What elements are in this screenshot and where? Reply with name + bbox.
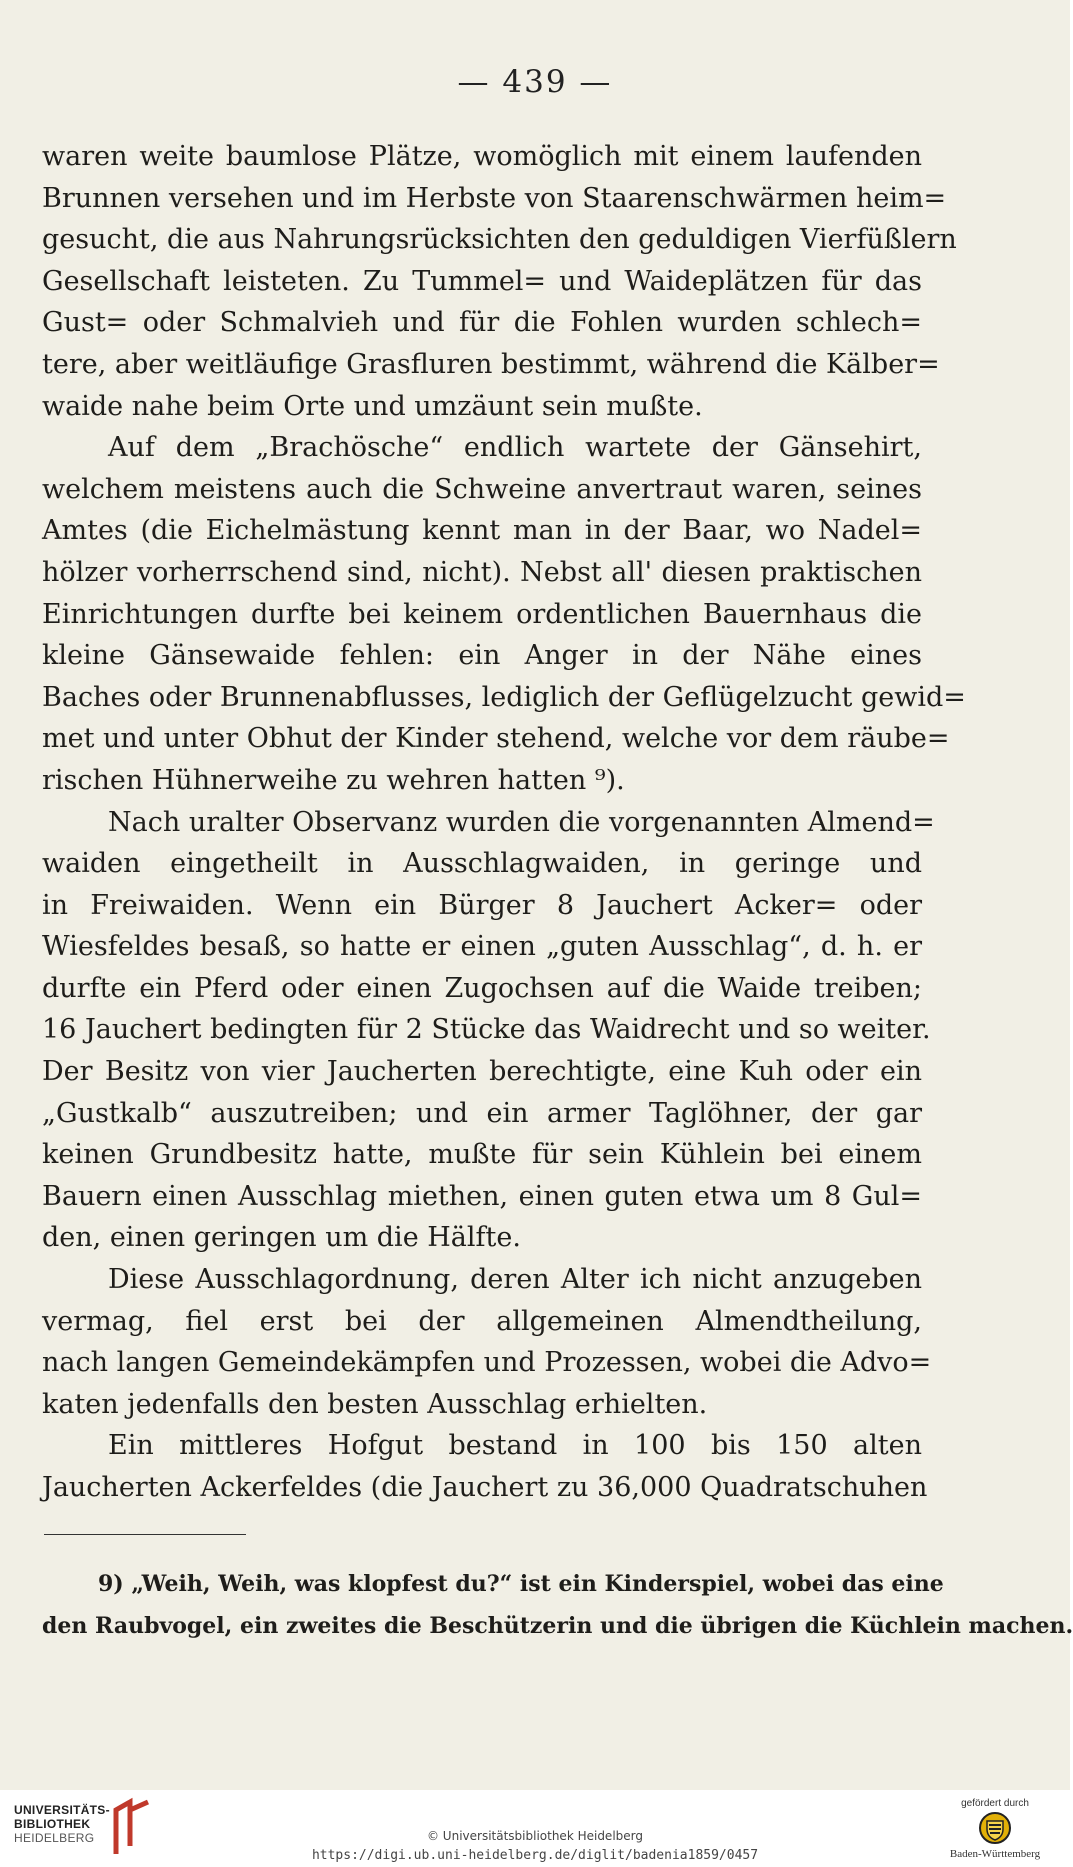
text-line: den, einen geringen um die Hälfte. bbox=[42, 1222, 521, 1254]
text-line: in Freiwaiden. Wenn ein Bürger 8 Jauchert Acker= oder bbox=[42, 889, 922, 921]
paragraph-start-line: Ein mittleres Hofgut bestand in 100 bis 150 alten bbox=[108, 1430, 922, 1462]
text-line: „Gustkalb“ auszutreiben; und ein armer Taglöhner, der gar bbox=[42, 1097, 922, 1129]
text-line: Wiesfeldes besaß, so hatte er einen „guten Ausschlag“, d. h. er bbox=[42, 931, 922, 963]
body-text bbox=[42, 136, 966, 1509]
library-name-line: UNIVERSITÄTS- bbox=[14, 1803, 110, 1817]
text-line: gesucht, die aus Nahrungsrücksichten den geduldigen Vierfüßlern bbox=[42, 224, 957, 256]
text-line: waren weite baumlose Plätze, womöglich mit einem laufenden bbox=[42, 141, 922, 172]
text-line: rischen Hühnerweihe zu wehren hatten ⁹). bbox=[42, 764, 625, 796]
sponsor-label: gefördert durch bbox=[961, 1798, 1029, 1809]
footnote-divider bbox=[44, 1534, 246, 1535]
paragraph-start-line: Nach uralter Observanz wurden die vorgenannten Almend= bbox=[108, 806, 935, 838]
state-seal-icon bbox=[978, 1811, 1012, 1845]
text-line: durfte ein Pferd oder einen Zugochsen auf die Waide treiben; bbox=[42, 972, 922, 1004]
page-number-header: — 439 — bbox=[457, 64, 613, 100]
text-line: Gesellschaft leisteten. Zu Tummel= und Waideplätzen für das bbox=[42, 265, 922, 297]
footnote-line: 9) „Weih, Weih, was klopfest du?“ ist ein Kinderspiel, wobei das eine bbox=[98, 1571, 944, 1597]
sponsor-name: Baden-Württemberg bbox=[949, 1848, 1041, 1860]
copyright-notice: © Universitätsbibliothek Heidelberg bbox=[426, 1829, 643, 1843]
text-line: tere, aber weitläufige Grasfluren bestimmt, während die Kälber= bbox=[42, 348, 940, 380]
library-name-line: BIBLIOTHEK bbox=[14, 1817, 91, 1831]
paragraph-start-line: Auf dem „Brachösche“ endlich wartete der Gänsehirt, bbox=[108, 432, 922, 464]
footnote-line: den Raubvogel, ein zweites die Beschützerin und die übrigen die Küchlein machen. bbox=[42, 1612, 1073, 1639]
paragraph-start-line: Diese Ausschlagordnung, deren Alter ich nicht anzugeben bbox=[108, 1264, 922, 1296]
text-line: 16 Jauchert bedingten für 2 Stücke das Waidrecht und so weiter. bbox=[42, 1014, 931, 1046]
text-line: met und unter Obhut der Kinder stehend, welche vor dem räube= bbox=[42, 723, 950, 755]
footnote bbox=[42, 1567, 1073, 1650]
text-line: Amtes (die Eichelmästung kennt man in der Baar, wo Nadel= bbox=[42, 515, 922, 547]
text-line: kleine Gänsewaide fehlen: ein Anger in der Nähe eines bbox=[42, 640, 922, 672]
text-line: Gust= oder Schmalvieh und für die Fohlen wurden schlech= bbox=[42, 307, 922, 339]
text-line: hölzer vorherrschend sind, nicht). Nebst all' diesen praktischen bbox=[42, 556, 922, 588]
text-line: nach langen Gemeindekämpfen und Prozessen, wobei die Advo= bbox=[42, 1347, 932, 1379]
text-line: Bauern einen Ausschlag miethen, einen guten etwa um 8 Gul= bbox=[42, 1180, 922, 1212]
text-line: Der Besitz von vier Jaucherten berechtigte, eine Kuh oder ein bbox=[42, 1056, 922, 1088]
text-line: katen jedenfalls den besten Ausschlag erhielten. bbox=[42, 1388, 708, 1420]
text-line: vermag, fiel erst bei der allgemeinen Almendtheilung, bbox=[42, 1305, 922, 1337]
permalink-url[interactable]: https://digi.ub.uni-heidelberg.de/diglit/badenia1859/0457 bbox=[311, 1848, 759, 1863]
text-line: welchem meistens auch die Schweine anvertraut waren, seines bbox=[42, 473, 922, 505]
text-line: Baches oder Brunnenabflusses, lediglich der Geflügelzucht gewid= bbox=[42, 681, 966, 713]
text-line: Brunnen versehen und im Herbste von Staarenschwärmen heim= bbox=[42, 182, 947, 214]
text-line: waiden eingetheilt in Ausschlagwaiden, in geringe und bbox=[42, 848, 922, 880]
text-line: Einrichtungen durfte bei keinem ordentlichen Bauernhaus die bbox=[42, 598, 922, 630]
text-line: Jaucherten Ackerfeldes (die Jauchert zu 36,000 Quadratschuhen bbox=[42, 1472, 928, 1503]
library-city-line: HEIDELBERG bbox=[14, 1831, 95, 1845]
text-line: keinen Grundbesitz hatte, mußte für sein Kühlein bei einem bbox=[42, 1139, 922, 1171]
text-line: waide nahe beim Orte und umzäunt sein mußte. bbox=[42, 390, 703, 422]
